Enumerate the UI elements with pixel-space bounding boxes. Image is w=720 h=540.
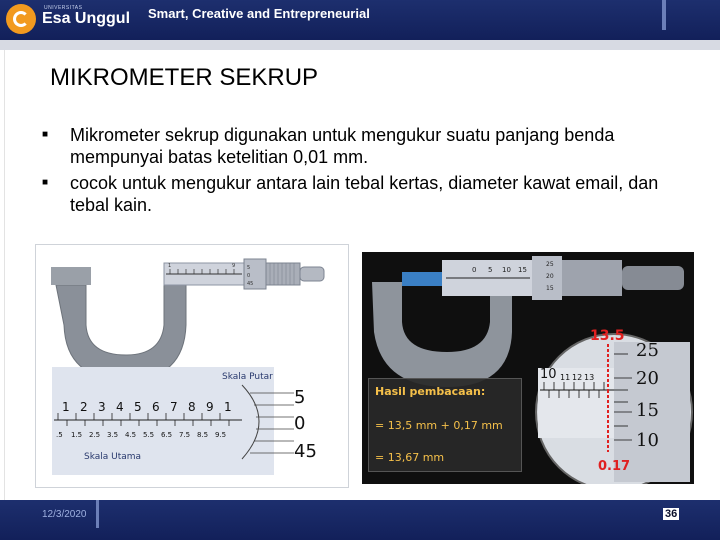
upper-scale-label: 9 (232, 263, 236, 269)
zoom-thimble-number: 20 (636, 368, 659, 389)
result-heading: Hasil pembacaan: (375, 385, 486, 398)
half-number: 1.5 (71, 431, 83, 439)
footer-accent (96, 500, 99, 528)
skala-putar-label: Skala Putar (222, 372, 273, 382)
micrometer-frame (56, 275, 186, 380)
zoom-number: 11 (560, 373, 571, 382)
upper-scale-label: 1 (168, 263, 172, 269)
result-box (368, 378, 522, 472)
thimble-number: 45 (294, 441, 317, 462)
upper-thimble-label: 45 (247, 281, 254, 287)
half-number: 8.5 (197, 431, 209, 439)
upper-thimble-label: 5 (247, 265, 251, 271)
half-number: 9.5 (215, 431, 227, 439)
footer-bar (0, 500, 720, 540)
main-number: 7 (170, 400, 178, 414)
main-number: 1 (62, 400, 70, 414)
slide-date: 12/3/2020 (42, 509, 87, 520)
zoom-number: 10 (540, 367, 557, 382)
upper-number: 15 (518, 266, 527, 274)
thimble-number: 0 (294, 413, 306, 434)
left-rule (4, 50, 5, 510)
bullet-list (42, 124, 702, 220)
zoom-thimble-number: 15 (636, 400, 659, 421)
university-logo (6, 4, 130, 34)
half-number: 4.5 (125, 431, 137, 439)
half-number: 5.5 (143, 431, 155, 439)
header-bar (0, 0, 720, 40)
main-number: 6 (152, 400, 160, 414)
bullet-item (42, 172, 702, 216)
main-number: 8 (188, 400, 196, 414)
slide-title: MIKROMETER SEKRUP (50, 64, 319, 91)
main-number: 1 (224, 400, 232, 414)
bullet-square-icon: ■ (42, 129, 49, 140)
result-line-2: = 13,67 mm (375, 451, 445, 464)
header-accent (662, 0, 666, 30)
main-number: 2 (80, 400, 88, 414)
upper-thimble-numbers (546, 261, 554, 292)
upper-number: 10 (502, 266, 511, 274)
bullet-square-icon: ■ (42, 177, 49, 188)
logo-name: Esa Unggul (42, 10, 131, 27)
upper-thimble-label: 0 (247, 273, 251, 279)
zoom-number: 13 (584, 373, 595, 382)
ratchet (266, 263, 300, 285)
tagline: Smart, Creative and Entrepreneurial (148, 6, 370, 21)
half-number: 2.5 (89, 431, 101, 439)
main-number: 5 (134, 400, 142, 414)
zoom-thimble-number: 25 (636, 340, 659, 361)
thimble-number: 5 (294, 387, 306, 408)
bullet-text: Mikrometer sekrup digunakan untuk mengukur suatu panjang benda mempunyai batas ketelitian 0,01 mm. (70, 125, 615, 167)
result-line-1: = 13,5 mm + 0,17 mm (375, 419, 503, 432)
thimble-numbers (294, 387, 317, 462)
logo-small-text: UNIVERSITAS (44, 5, 83, 11)
micrometer-diagram (36, 245, 348, 487)
half-number: 7.5 (179, 431, 191, 439)
upper-number: 5 (488, 266, 493, 274)
bullet-item (42, 124, 702, 168)
skala-utama-label: Skala Utama (84, 452, 142, 462)
half-number: .5 (56, 431, 63, 439)
ratchet (562, 260, 622, 296)
upper-thimble-number: 25 (546, 261, 554, 268)
thimble-reading-label: 0.17 (598, 459, 631, 474)
header-band (0, 40, 720, 50)
half-number: 3.5 (107, 431, 119, 439)
upper-thimble-number: 15 (546, 285, 554, 292)
main-number: 4 (116, 400, 124, 414)
zoom-number: 12 (572, 373, 583, 382)
ratchet-knob (622, 266, 684, 290)
page-number: 36 (665, 508, 678, 520)
main-number: 3 (98, 400, 106, 414)
zoom-thimble-number: 10 (636, 430, 659, 451)
half-number: 6.5 (161, 431, 173, 439)
main-reading-label: 13.5 (590, 328, 625, 344)
logo-icon (6, 4, 36, 34)
main-number: 9 (206, 400, 214, 414)
ratchet-knob (300, 267, 324, 281)
upper-thimble-number: 20 (546, 273, 554, 280)
spindle-blue (402, 272, 442, 286)
micrometer-scale-figure (35, 244, 349, 488)
anvil (51, 267, 91, 285)
upper-number: 0 (472, 266, 477, 274)
bullet-text: cocok untuk mengukur antara lain tebal kertas, diameter kawat email, dan tebal kain. (70, 173, 659, 215)
